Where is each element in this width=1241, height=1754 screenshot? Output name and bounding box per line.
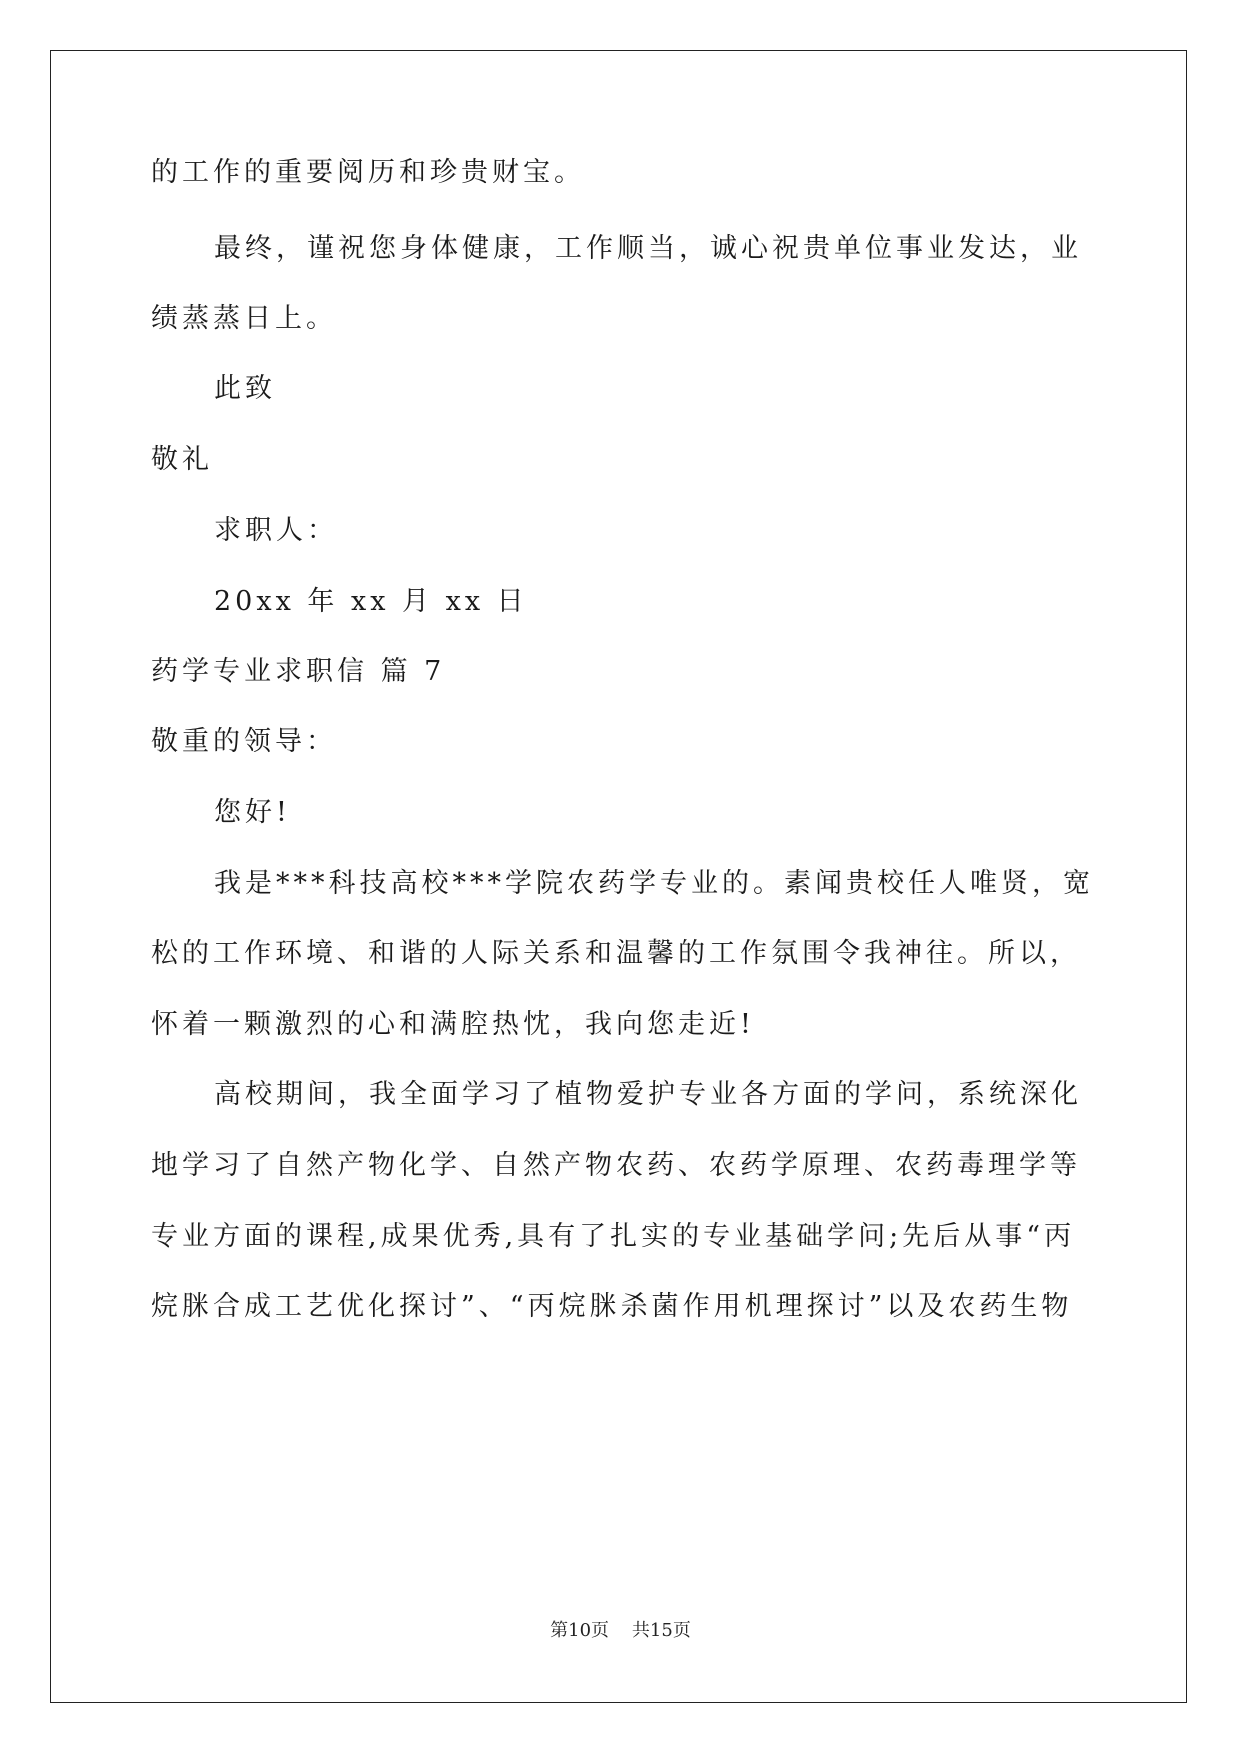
salutation-line: 敬礼 [151, 444, 213, 475]
text-line: 的工作的重要阅历和珍贵财宝。 [151, 157, 585, 188]
text-line: 地学习了自然产物化学、自然产物农药、农药学原理、农药毒理学等 [151, 1150, 1081, 1181]
text-line: 最终，谨祝您身体健康，工作顺当，诚心祝贵单位事业发达，业 [214, 233, 1082, 264]
salutation-line: 此致 [214, 373, 276, 404]
signature-line: 求职人： [214, 515, 338, 546]
text-line: 松的工作环境、和谐的人际关系和温馨的工作氛围令我神往。所以， [151, 938, 1081, 969]
section-heading: 药学专业求职信 篇 7 [151, 656, 446, 687]
text-line: 怀着一颗激烈的心和满腔热忱，我向您走近! [151, 1009, 755, 1040]
greeting-line: 您好! [214, 797, 291, 828]
page-number-label: 第10页 共15页 [550, 1620, 691, 1641]
text-line: 专业方面的课程,成果优秀,具有了扎实的专业基础学问;先后从事“丙 [151, 1221, 1076, 1252]
text-line: 高校期间，我全面学习了植物爱护专业各方面的学问，系统深化 [214, 1079, 1082, 1110]
text-line: 烷脒合成工艺优化探讨”、“丙烷脒杀菌作用机理探讨”以及农药生物 [151, 1291, 1073, 1322]
date-line: 20xx 年 xx 月 xx 日 [214, 586, 528, 617]
page-footer [0, 1616, 1241, 1642]
text-line: 绩蒸蒸日上。 [151, 303, 337, 334]
text-line: 我是***科技高校***学院农药学专业的。素闻贵校任人唯贤，宽 [214, 868, 1094, 899]
greeting-line: 敬重的领导： [151, 726, 337, 757]
